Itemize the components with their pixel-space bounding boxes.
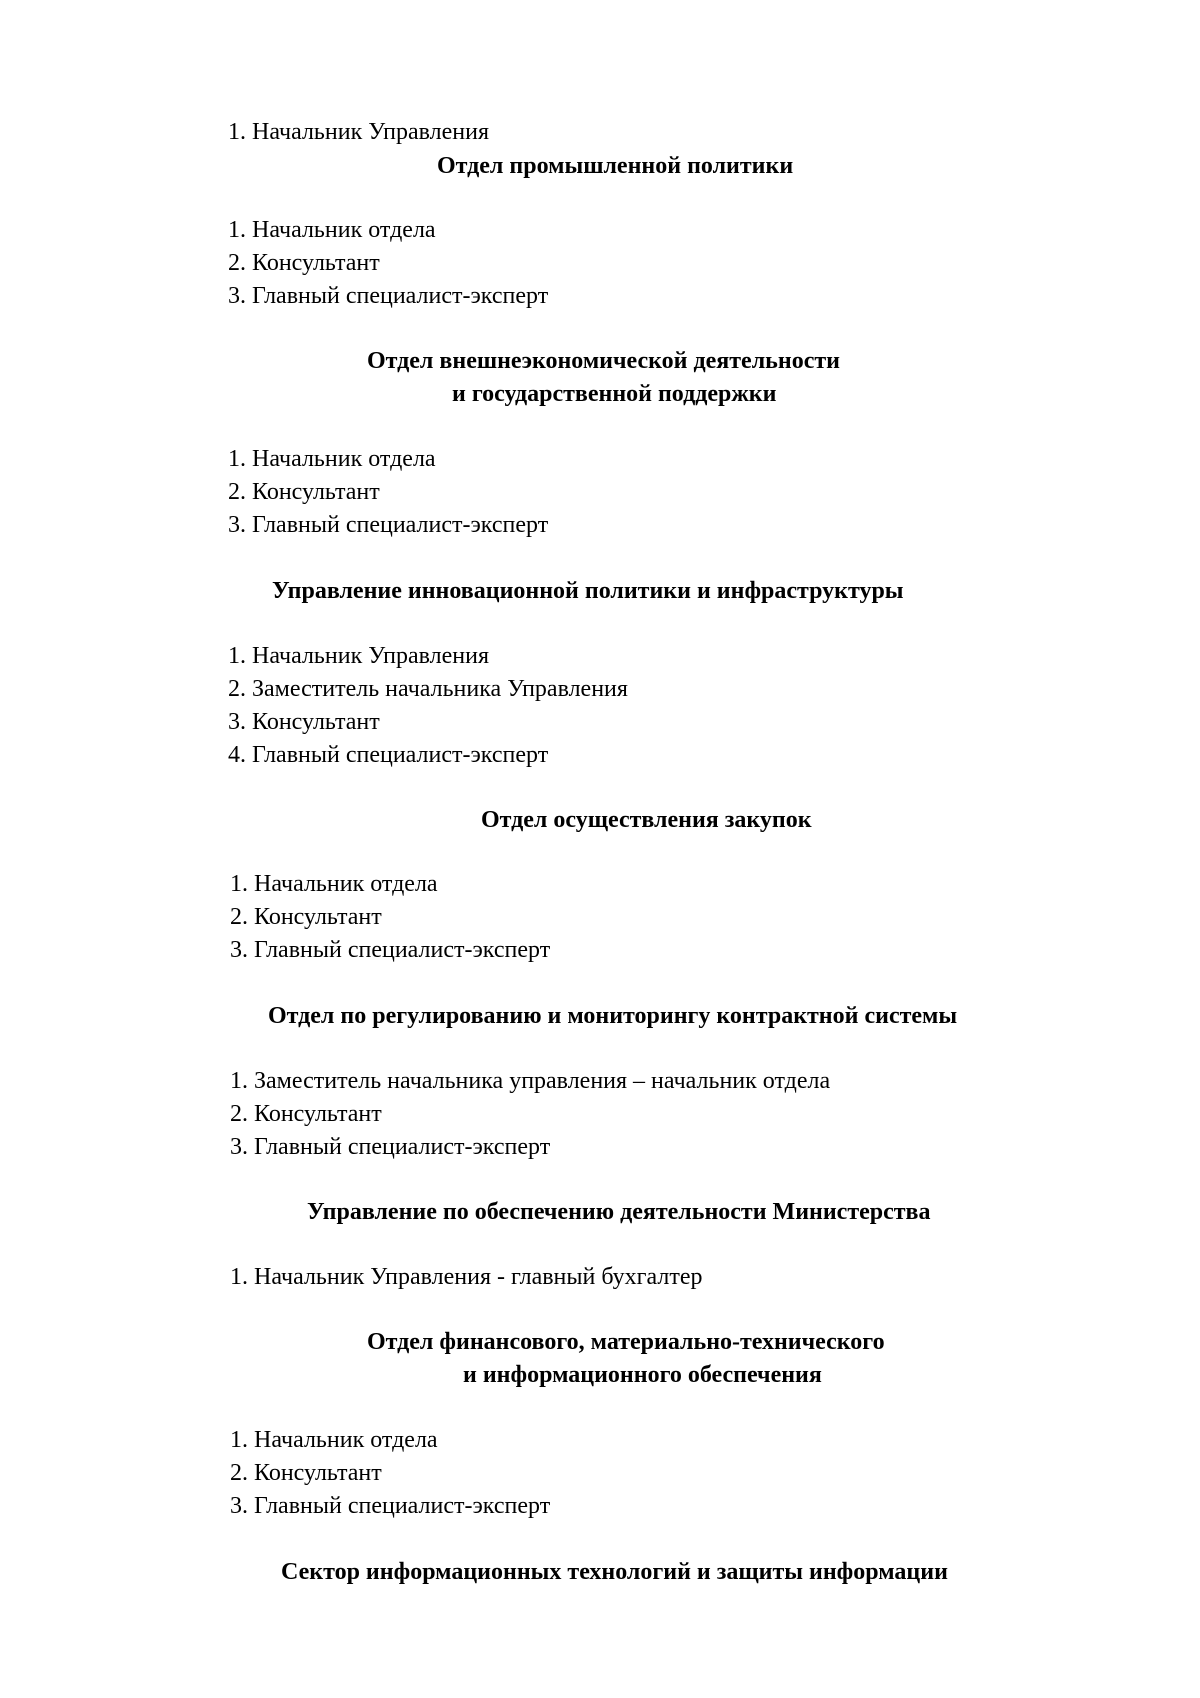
list-item: 3. Главный специалист-эксперт [228, 283, 549, 309]
section-heading-line: Отдел внешнеэкономической деятельности [367, 348, 840, 374]
list-item: 3. Главный специалист-эксперт [228, 512, 549, 538]
list-item: 3. Главный специалист-эксперт [230, 937, 551, 963]
list-item: 2. Консультант [230, 1101, 382, 1127]
list-item: 1. Начальник отдела [228, 446, 436, 472]
list-item: 1. Заместитель начальника управления – начальник отдела [230, 1068, 831, 1094]
list-item: 2. Консультант [228, 479, 380, 505]
list-item: 2. Консультант [230, 904, 382, 930]
section-heading-line: Отдел финансового, материально-технического [367, 1329, 885, 1355]
section-heading-line: Управление по обеспечению деятельности Министерства [307, 1199, 931, 1225]
list-item: 1. Начальник Управления [228, 119, 489, 145]
list-item: 1. Начальник Управления - главный бухгалтер [230, 1264, 703, 1290]
list-item: 3. Консультант [228, 709, 380, 735]
section-heading-line: Отдел по регулированию и мониторингу контрактной системы [268, 1003, 958, 1029]
list-item: 3. Главный специалист-эксперт [230, 1493, 551, 1519]
list-item: 1. Начальник Управления [228, 643, 489, 669]
section-heading-line: и государственной поддержки [452, 381, 777, 407]
list-item: 2. Заместитель начальника Управления [228, 676, 628, 702]
list-item: 4. Главный специалист-эксперт [228, 742, 549, 768]
section-heading-line: и информационного обеспечения [463, 1362, 822, 1388]
section-heading-line: Отдел осуществления закупок [481, 807, 812, 833]
list-item: 1. Начальник отдела [230, 1427, 438, 1453]
section-heading-line: Управление инновационной политики и инфраструктуры [272, 578, 904, 604]
list-item: 1. Начальник отдела [230, 871, 438, 897]
list-item: 1. Начальник отдела [228, 217, 436, 243]
list-item: 2. Консультант [230, 1460, 382, 1486]
section-heading-line: Сектор информационных технологий и защиты информации [281, 1559, 948, 1585]
list-item: 2. Консультант [228, 250, 380, 276]
list-item: 3. Главный специалист-эксперт [230, 1134, 551, 1160]
section-heading-line: Отдел промышленной политики [437, 153, 794, 179]
